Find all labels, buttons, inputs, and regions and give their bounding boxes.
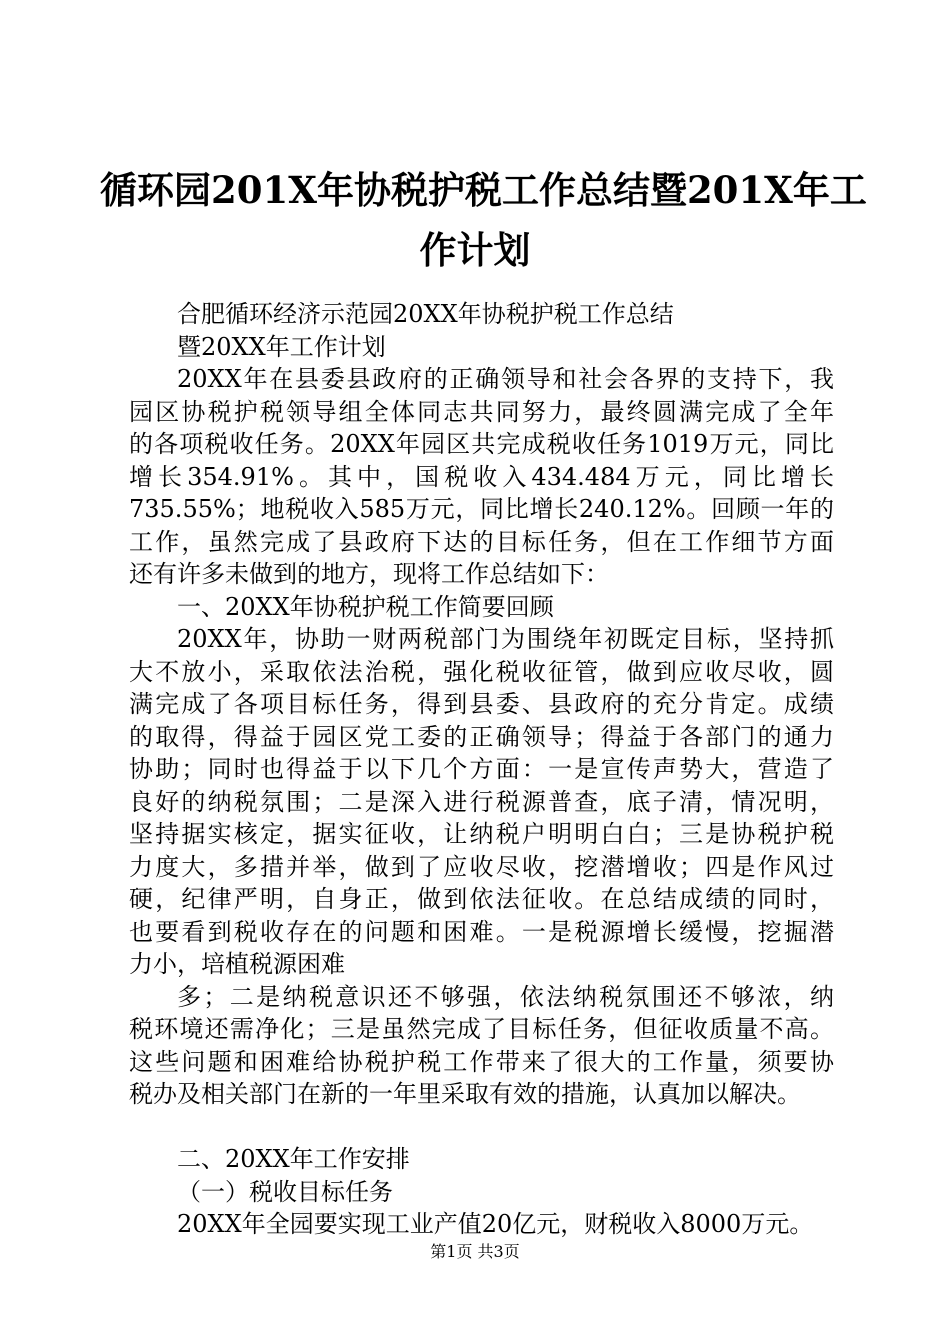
subsection-heading: （一）税收目标任务 [177, 1177, 393, 1206]
paragraph-line: 良好的纳税氛围；二是深入进行税源普查，底子清，情况明， [129, 787, 834, 816]
paragraph-gap [129, 1111, 834, 1144]
paragraph-line: 的各项税收任务。20XX年园区共完成税收任务1019万元，同比 [129, 430, 834, 458]
paragraph-line: 多；二是纳税意识还不够强，依法纳税氛围还不够浓，纳 [177, 982, 834, 1011]
page-footer: 第1页 共3页 [430, 1242, 520, 1261]
paragraph-line: 坚持据实核定，据实征收，让纳税户明明白白；三是协税护税 [129, 820, 834, 848]
paragraph-line: 增长354.91%。其中，国税收入434.484万元，同比增长 [129, 462, 834, 491]
title-line: 循环园201X年协税护税工作总结暨201X年工 [100, 168, 867, 212]
paragraph-line: 税办及相关部门在新的一年里采取有效的措施，认真加以解决。 [129, 1080, 801, 1108]
paragraph-line: 协助；同时也得益于以下几个方面：一是宣传声势大，营造了 [129, 755, 834, 783]
paragraph-line: 735.55%；地税收入585万元，同比增长240.12%。回顾一年的 [129, 495, 834, 523]
paragraph-line: 这些问题和困难给协税护税工作带来了很大的工作量，须要协 [129, 1047, 834, 1076]
subtitle-line: 合肥循环经济示范园20XX年协税护税工作总结 [177, 300, 674, 328]
paragraph-line: 园区协税护税领导组全体同志共同努力，最终圆满完成了全年 [129, 397, 834, 426]
paragraph-line: 还有许多未做到的地方，现将工作总结如下： [129, 560, 609, 588]
document-body [129, 298, 834, 1241]
paragraph-line: 税环境还需净化；三是虽然完成了目标任务，但征收质量不高。 [129, 1015, 834, 1043]
title-line: 作计划 [419, 228, 531, 272]
paragraph-line: 的取得，得益于园区党工委的正确领导；得益于各部门的通力 [129, 722, 834, 751]
paragraph-line: 工作，虽然完成了县政府下达的目标任务，但在工作细节方面 [129, 527, 834, 556]
document-title [100, 160, 867, 280]
section-heading: 一、20XX年协税护税工作简要回顾 [177, 592, 554, 621]
paragraph-line: 20XX年，协助一财两税部门为围绕年初既定目标，坚持抓 [177, 625, 834, 653]
paragraph-line: 20XX年全园要实现工业产值20亿元，财税收入8000万元。 [177, 1210, 814, 1238]
subtitle-line: 暨20XX年工作计划 [177, 332, 386, 361]
paragraph-line: 满完成了各项目标任务，得到县委、县政府的充分肯定。成绩 [129, 690, 834, 718]
paragraph-line: 力小，培植税源困难 [129, 950, 345, 978]
paragraph-line: 大不放小，采取依法治税，强化税收征管，做到应收尽收，圆 [129, 657, 834, 686]
section-heading: 二、20XX年工作安排 [177, 1145, 410, 1173]
paragraph-line: 也要看到税收存在的问题和困难。一是税源增长缓慢，挖掘潜 [129, 917, 834, 946]
paragraph-line: 20XX年在县委县政府的正确领导和社会各界的支持下，我 [177, 365, 834, 393]
paragraph-line: 硬，纪律严明，自身正，做到依法征收。在总结成绩的同时， [129, 885, 834, 913]
paragraph-line: 力度大，多措并举，做到了应收尽收，挖潜增收；四是作风过 [129, 852, 834, 881]
